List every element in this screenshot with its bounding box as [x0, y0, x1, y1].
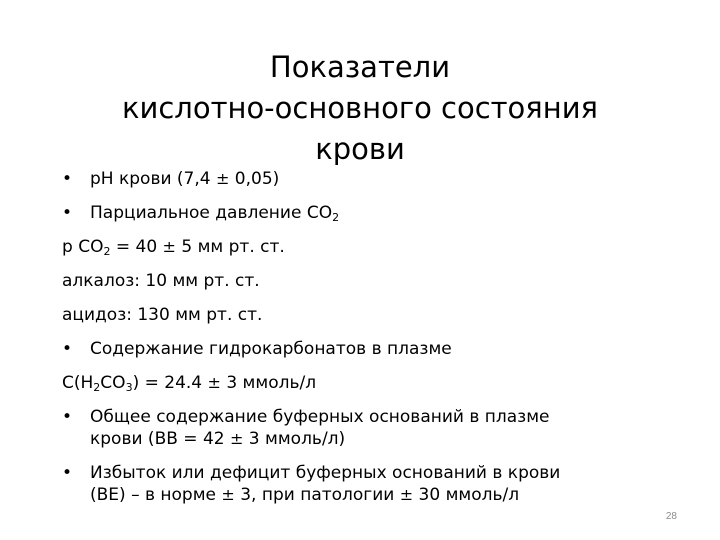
slide-title-line-3: крови [315, 132, 405, 167]
plus-minus-sign: ± [229, 429, 244, 448]
plus-minus-sign: ± [207, 373, 221, 392]
bullet-icon: • [62, 169, 73, 189]
subscript: 3 [125, 381, 133, 394]
slide-title-line-2: кислотно-основного состояния [122, 91, 598, 126]
list-item-bicarbonate-heading [62, 338, 662, 360]
bicarbonate-heading-text: Содержание гидрокарбонатов в плазме [90, 339, 452, 359]
subscript: 2 [103, 245, 111, 258]
plus-minus-sign: ± [215, 169, 230, 188]
ph-text-after: 0,05) [229, 169, 280, 189]
bullet-icon: • [62, 407, 73, 427]
slide-title-line-1: Показатели [269, 50, 451, 85]
pco2-heading-text: Парциальное давление СО [90, 203, 333, 223]
alkalosis-text: алкалоз: 10 мм рт. ст. [62, 271, 260, 291]
buffer-bases-row-2-after: 3 ммоль/л) [243, 429, 346, 449]
buffer-bases-row-2 [90, 428, 662, 450]
slide-title [60, 47, 660, 170]
bicarbonate-value-after: 3 ммоль/л [220, 373, 317, 393]
pco2-value-before: р СО [62, 237, 104, 257]
pco2-value-after: 5 мм рт. ст. [175, 237, 285, 257]
bicarbonate-value-middle-2: ) = 24.4 [132, 373, 208, 393]
pco2-value-middle: = 40 [110, 237, 163, 257]
text-line-alkalosis [62, 270, 662, 292]
bicarbonate-value-before: С(Н [62, 373, 94, 393]
text-line-pco2-value [62, 236, 662, 258]
buffer-bases-row-2-before: крови (ВВ = 42 [90, 429, 230, 449]
plus-minus-sign: ± [221, 485, 235, 504]
base-excess-row-1: Избыток или дефицит буферных оснований в крови [90, 463, 561, 483]
base-excess-row-2-before: (ВЕ) – в норме [90, 485, 222, 505]
list-item-ph [62, 168, 662, 190]
list-item-buffer-bases [62, 406, 662, 450]
base-excess-row-2-middle: 3, при патологии [234, 485, 400, 505]
page-number: 28 [665, 511, 677, 522]
base-excess-row-2 [90, 484, 662, 506]
acidosis-text: ацидоз: 130 мм рт. ст. [62, 305, 263, 325]
base-excess-row-2-after: 30 ммоль/л [413, 485, 520, 505]
slide-content [62, 168, 662, 518]
bullet-icon: • [62, 339, 73, 359]
text-line-bicarbonate-value [62, 372, 662, 394]
plus-minus-sign: ± [162, 237, 176, 256]
ph-text-before: рН крови (7,4 [90, 169, 216, 189]
subscript: 2 [93, 381, 101, 394]
list-item-pco2-heading [62, 202, 662, 224]
bullet-icon: • [62, 463, 73, 483]
subscript: 2 [332, 211, 340, 224]
bicarbonate-value-middle-1: СО [100, 373, 126, 393]
list-item-base-excess [62, 462, 662, 506]
text-line-acidosis [62, 304, 662, 326]
buffer-bases-row-1: Общее содержание буферных оснований в плазме [90, 407, 550, 427]
plus-minus-sign: ± [399, 485, 414, 504]
bullet-icon: • [62, 203, 73, 223]
